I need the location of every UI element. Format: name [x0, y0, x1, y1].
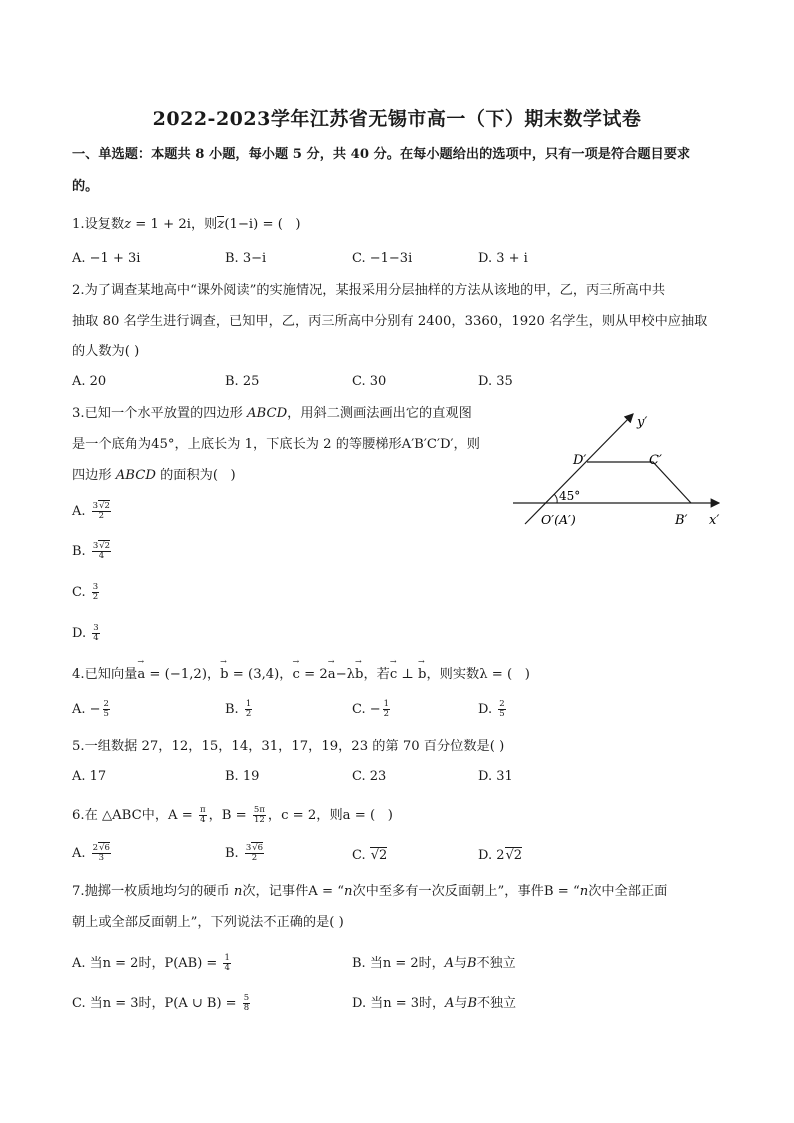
label-c: C′ [649, 453, 662, 468]
angle-arc [554, 494, 557, 503]
question-2-line3: 的人数为( ) [72, 344, 140, 359]
question-7-line2: 朝上或全部反面朝上”，下列说法不正确的是( ) [72, 915, 344, 930]
question-2-line2: 抽取 80 名学生进行调查，已知甲，乙，丙三所高中分别有 2400，3360，1920 名学生，则从甲校中应抽取 [72, 314, 708, 329]
q3-option-d: D. $\frac{3}{4}$ [72, 623, 99, 643]
q5-option-d: D. 31 [478, 769, 513, 784]
question-6-stem: 6.在 △ABC中，A = $\frac{\pi}{4}$ ，B = $\frac{5\pi}{12}$ ，c = 2，则a = ( ) [72, 805, 393, 825]
question-3-line1: 3.已知一个水平放置的四边形 ABCD，用斜二测画法画出它的直观图 [72, 406, 472, 421]
q1-option-d: D. 3 + i [478, 251, 528, 266]
label-b: B′ [675, 513, 688, 528]
q4-option-d: D. $\frac{2}{5}$ [478, 699, 505, 719]
q2-option-d: D. 35 [478, 374, 513, 389]
q1-option-b: B. 3−i [225, 251, 267, 266]
q4-option-c: C. − $\frac{1}{2}$ [352, 699, 390, 719]
label-d: D′ [573, 453, 587, 468]
label-origin: O′(A′) [541, 512, 576, 527]
section-heading: 一、单选题：本题共 8 小题，每小题 5 分，共 40 分。在每小题给出的选项中，只有一项是符合题目要求 [72, 147, 691, 162]
label-angle: 45° [559, 489, 581, 503]
q1-option-a: A. −1 + 3i [72, 251, 141, 266]
q7-option-a: A. 当n = 2时，P(AB) = $\frac{1}{4}$ [72, 953, 230, 973]
y-axis [525, 414, 633, 524]
q5-option-b: B. 19 [225, 769, 260, 784]
question-5-stem: 5.一组数据 27，12，15，14，31，17，19，23 的第 70 百分位数是( ) [72, 739, 505, 754]
q4-option-b: B. $\frac{1}{2}$ [225, 699, 252, 719]
q6-option-d: D. 2√2 [478, 848, 523, 863]
q3-option-a: A. $\frac{3√2}{2}$ [72, 501, 110, 521]
q7-option-c: C. 当n = 3时，P(A ∪ B) = $\frac{5}{8}$ [72, 993, 250, 1013]
q6-option-c: C. √2 [352, 848, 388, 863]
label-x: x′ [709, 513, 720, 528]
section-heading-cont: 的。 [72, 179, 99, 194]
q3-option-b: B. $\frac{3√2}{4}$ [72, 541, 111, 561]
question-1-stem: 1.设复数z = 1 + 2i，则z(1−i) = ( ) [72, 217, 301, 232]
q3-trapezoid-figure [505, 400, 735, 540]
q5-option-c: C. 23 [352, 769, 387, 784]
q7-option-d: D. 当n = 3时，A与B不独立 [352, 996, 517, 1011]
q3-option-c: C. $\frac{3}{2}$ [72, 582, 99, 602]
question-3-line2: 是一个底角为45°，上底长为 1，下底长为 2 的等腰梯形A′B′C′D′，则 [72, 437, 480, 452]
label-y: y′ [637, 415, 648, 430]
q2-option-a: A. 20 [72, 374, 107, 389]
q1-option-c: C. −1−3i [352, 251, 413, 266]
trapezoid-edges [587, 462, 691, 503]
q7-option-b: B. 当n = 2时，A与B不独立 [352, 956, 516, 971]
q6-option-a: A. $\frac{2√6}{3}$ [72, 843, 110, 863]
question-2-line1: 2.为了调查某地高中“课外阅读”的实施情况，某报采用分层抽样的方法从该地的甲，乙，丙三所高中共 [72, 283, 666, 298]
q6-option-b: B. $\frac{3√6}{2}$ [225, 843, 264, 863]
question-7-line1: 7.抛掷一枚质地均匀的硬币 n次，记事件A = “n次中至多有一次反面朝上”，事件B = “n次中全部正面 [72, 884, 668, 899]
q2-option-b: B. 25 [225, 374, 260, 389]
q2-option-c: C. 30 [352, 374, 387, 389]
question-4-stem: 4.已知向量→ a = (−1,2)，→ b = (3,4)，→ c = 2→ a−λ→ b，若→ c ⊥ → b，则实数λ = ( ) [72, 666, 530, 684]
q5-option-a: A. 17 [72, 769, 107, 784]
question-3-line3: 四边形 ABCD 的面积为( ) [72, 468, 236, 483]
page-title: 2022-2023学年江苏省无锡市高一（下）期末数学试卷 [152, 108, 642, 130]
q4-option-a: A. − $\frac{2}{5}$ [72, 699, 109, 719]
